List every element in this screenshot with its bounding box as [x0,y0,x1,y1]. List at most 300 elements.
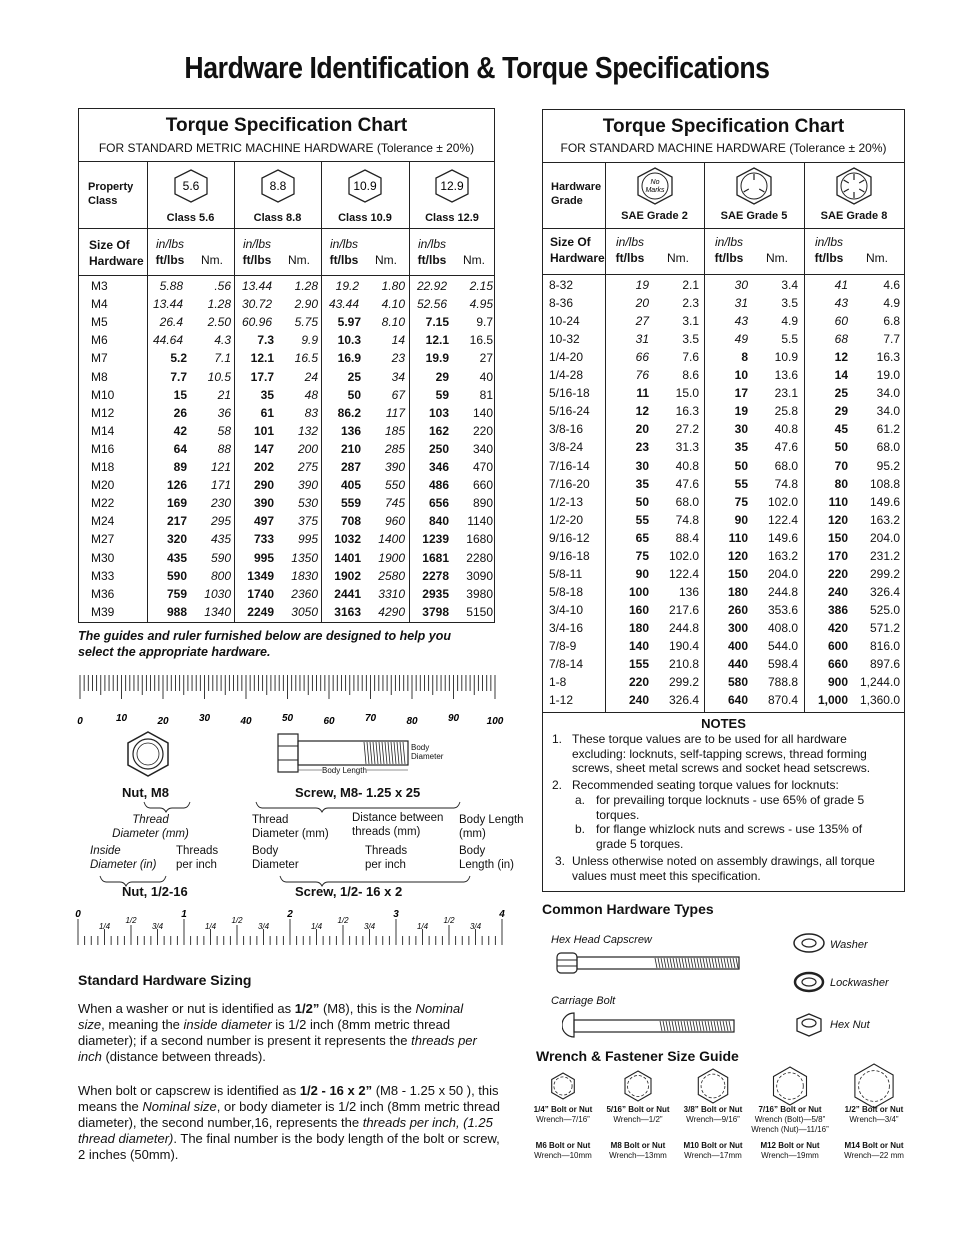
metric-col-ftlbs: ft/lbs [417,253,447,267]
property-class-4 [409,161,495,228]
metric-table-row [79,603,494,621]
threads-per-inch-2: Threads per inch [365,845,408,871]
metric-size: M30 [91,550,115,565]
sae-nm-value: 788.8 [767,675,798,690]
metric-nm-value: 1400 [378,532,405,547]
thread-line [394,742,396,764]
sae-nm-value: 7.7 [883,332,900,347]
metric-nm-value: 2.15 [469,279,493,293]
sae-nm-value: 27.2 [675,422,699,437]
sae-chart-title: Torque Specification Chart [602,116,845,137]
sae-inlbs-value: 43 [734,314,748,329]
sae-nm-value: 5.5 [781,332,798,347]
metric-size: M39 [91,604,115,619]
ruler-fraction-label: 3/4 [257,922,270,931]
sae-nm-value: 408.0 [767,620,798,635]
sae-ftlbs-value: 180 [628,620,649,635]
metric-ftlbs-value: 995 [253,550,274,565]
metric-ftlbs-value: 390 [253,496,274,511]
metric-nm-value: 7.1 [214,351,231,366]
ruler-inch-label: 1 [181,909,187,920]
sae-col-ftlbs: ft/lbs [814,251,844,265]
metric-size-header: Size Of Hardware [89,238,144,268]
sae-nm-value: 163.2 [767,548,798,563]
sae-ftlbs-value: 90 [635,566,649,581]
thread-line [382,742,384,764]
sae-table-row [543,619,904,637]
sae-nm-value: 244.8 [668,620,699,635]
sae-size: 7/8-14 [549,657,584,672]
thread-line [700,958,702,968]
sae-ftlbs-value: 11 [636,386,649,401]
metric-size: M4 [91,297,108,312]
wrench-metric-size-label: Wrench—13mm [609,1151,667,1160]
screw-half-label: Screw, 1/2- 16 x 2 [295,884,403,899]
ruler-mm-label: 90 [447,713,460,724]
body-length-label: Body Length [322,766,367,775]
sae-ftlbs-value: 55 [734,476,748,491]
metric-ftlbs-value: 162 [428,423,449,438]
thread-line [666,1021,668,1031]
sae-nm-value: 816.0 [869,639,900,653]
note-2b: for flange whizlock nuts and screws - use 135% of grade 5 torques. [596,822,863,851]
sae-ftlbs-value: 660 [827,657,848,672]
thread-line [403,742,405,764]
thread-line [718,958,720,968]
thread-line [667,958,669,968]
metric-nm-value: 4290 [378,604,405,619]
thread-line [660,1021,662,1031]
metric-size: M27 [91,532,115,547]
sae-size: 7/8-9 [549,639,577,653]
thread-line [703,958,705,968]
metric-table-row [79,368,494,386]
sae-table-row [543,691,904,709]
ruler-fraction-label: 1/4 [416,922,429,931]
sae-torque-chart [542,109,905,892]
sae-nm-value: 4.9 [883,296,900,311]
metric-table-row [79,440,494,458]
sae-ftlbs-value: 14 [834,368,848,383]
sae-ftlbs-value: 155 [628,657,649,672]
thread-line [664,958,666,968]
sizing-text-segment: , meaning the [101,1017,184,1032]
metric-nm-value: 132 [297,423,318,438]
metric-nm-value: 800 [210,568,231,583]
sae-nm-value: 244.8 [767,584,798,599]
thread-line [684,1021,686,1031]
sae-inlbs-value: 76 [635,368,649,383]
sizing-text-segment: When bolt or capscrew is identified as [78,1083,300,1098]
sae-size: 3/8-24 [549,440,584,455]
thread-line [379,742,381,764]
metric-size: M18 [91,460,115,474]
sae-ftlbs-value: 30 [635,458,649,473]
metric-nm-value: 1340 [204,604,231,619]
sizing-text-segment: is 1/2 inch (8mm metric thread diameter); if a second number is present it represents the [78,1017,451,1048]
metric-table-row [79,585,494,603]
sae-ftlbs-value: 19 [734,404,748,419]
sae-ftlbs-value: 640 [727,693,748,708]
thread-line [708,1021,710,1031]
wrench-metric-size-label: Wrench—10mm [534,1151,592,1160]
metric-size: M33 [91,568,115,583]
sae-nm-value: 4.9 [781,314,798,329]
metric-inlbs-value: 5.88 [159,279,183,293]
nut-m8-label: Nut, M8 [122,785,169,800]
thread-line [736,958,738,968]
note-2a: for prevailing torque locknuts - use 65% of grade 5 torques. [596,793,865,822]
sae-ftlbs-value: 12 [635,404,649,419]
thread-line [655,958,657,968]
grade-label: SAE Grade 5 [720,210,788,222]
metric-ftlbs-value: 7.3 [257,333,274,348]
metric-table-row [79,349,494,367]
sae-grade-4 [804,162,904,228]
sizing-paragraph-1 [78,1001,483,1065]
sae-nm-value: 870.4 [767,693,798,708]
metric-nm-value: 34 [391,369,405,384]
metric-table-row [79,476,494,494]
thread-line [376,742,378,764]
thread-line [694,958,696,968]
lockwasher-icon [792,970,826,994]
metric-nm-value: 88 [217,441,231,456]
property-class-2 [234,161,321,228]
wrench-size-label: Wrench (Bolt)—5/8” Wrench (Nut)—11/16” [751,1115,829,1134]
metric-nm-value: 171 [210,478,231,493]
sae-ftlbs-value: 50 [635,494,649,509]
sae-table-row [543,673,904,691]
thread-line [733,958,735,968]
sae-nm-value: 3.4 [781,278,798,292]
metric-ftlbs-value: 656 [428,496,449,511]
thread-line [690,1021,692,1031]
sae-table-row [543,601,904,619]
metric-nm-value: 1350 [291,550,318,565]
sae-ftlbs-value: 120 [827,512,848,527]
metric-nm-value: 1680 [466,532,493,547]
ruler-fraction-label: 1/2 [231,916,243,925]
ruler-inch-label: 3 [393,909,399,920]
hex-nut-caption: Hex Nut [830,1019,870,1031]
metric-ftlbs-value: 12.1 [250,351,274,366]
metric-ftlbs-value: 2441 [334,586,361,601]
class-hex-icon [434,169,470,203]
sizing-text-segment: threads per inch [78,1033,477,1064]
sae-nm-value: 163.2 [869,512,900,527]
sae-size: 5/16-24 [549,404,590,419]
thread-line [400,742,402,764]
body-length-in: Body Length (in) [459,845,514,871]
common-types-title: Common Hardware Types [542,901,714,917]
wrench-hex-icon [621,1069,655,1103]
metric-nm-value: 9.7 [476,315,493,330]
metric-table-row [79,512,494,530]
metric-size: M7 [91,351,108,366]
metric-ftlbs-value: 320 [166,532,187,547]
ruler-mm-label: 80 [406,716,418,727]
thread-line [715,958,717,968]
sae-table-row [543,420,904,438]
metric-nm-value: 1.28 [207,297,231,312]
metric-nm-value: 590 [210,550,231,565]
metric-nm-value: 2.90 [294,297,318,312]
sae-nm-value: 95.2 [876,458,900,473]
metric-ftlbs-value: 42 [173,423,187,438]
sae-ftlbs-value: 110 [828,494,848,509]
ruler-mm-label: 10 [115,713,128,724]
class-mark: 12.9 [440,179,464,193]
metric-nm-value: 1.28 [294,279,318,293]
sae-size: 9/16-18 [549,548,590,563]
sae-size: 10-24 [549,314,580,329]
metric-nm-value: 185 [384,423,405,438]
sae-nm-value: 19.0 [876,368,900,383]
metric-inlbs-value: 43.44 [328,297,359,312]
thread-line [367,742,369,764]
sae-nm-value: 544.0 [767,639,798,653]
ruler-mm-label: 60 [323,716,335,727]
metric-nm-value: 4.3 [214,333,231,348]
metric-nm-value: 1030 [204,586,231,601]
sae-table-row [543,457,904,475]
sae-ftlbs-value: 240 [628,693,649,708]
sae-col-inlbs: in/lbs [814,235,843,249]
sae-col-inlbs: in/lbs [714,235,743,249]
metric-ftlbs-value: 217 [166,514,187,529]
sae-inlbs-value: 27 [635,314,649,329]
ruler-mm-label: 100 [486,716,504,727]
sae-ftlbs-value: 12 [834,350,848,365]
note-2b-num: b. [575,822,586,836]
sae-ftlbs-value: 50 [734,458,748,473]
metric-ftlbs-value: 988 [166,604,187,619]
sizing-text-segment: Nominal size [142,1099,217,1114]
sae-ftlbs-value: 260 [727,602,748,617]
metric-ftlbs-value: 2935 [422,586,449,601]
sae-ftlbs-value: 90 [734,512,748,527]
metric-nm-value: 890 [472,496,493,511]
metric-nm-value: 4.10 [381,297,405,312]
screw-m8-label: Screw, M8- 1.25 x 25 [295,785,421,800]
sae-nm-value: 88.4 [675,530,699,545]
metric-nm-value: 390 [384,460,405,474]
metric-ftlbs-value: 3163 [334,604,361,619]
thread-line [726,1021,728,1031]
thread-line [685,958,687,968]
metric-size: M12 [91,405,115,420]
metric-inlbs-value: 22.92 [416,279,447,293]
note-3-num: 3. [555,854,566,868]
sae-size: 8-36 [549,296,574,311]
thread-line [688,958,690,968]
metric-inlbs-value: 19.2 [335,279,359,293]
sae-ftlbs-value: 420 [827,620,848,635]
metric-ftlbs-value: 559 [340,496,361,511]
metric-ftlbs-value: 2278 [422,568,449,583]
sae-table-row [543,529,904,547]
sizing-text-segment: Nominal size [78,1001,464,1032]
sae-nm-value: 7.6 [682,350,699,365]
sae-table-row [543,312,904,330]
nut-m8-drawing [125,730,171,778]
metric-nm-value: 117 [385,405,405,420]
sae-nm-value: 23.1 [774,386,798,401]
sae-nm-value: 149.6 [869,494,900,509]
metric-nm-value: 375 [297,514,318,529]
sae-nm-value: 190.4 [668,639,699,653]
metric-size: M22 [91,496,115,511]
metric-size: M5 [91,315,108,330]
metric-ftlbs-value: 7.15 [425,315,449,330]
no-marks-text: No [650,179,659,186]
grade-label: SAE Grade 2 [621,210,688,222]
metric-ftlbs-value: 210 [340,441,361,456]
property-class-1 [147,161,234,228]
metric-ftlbs-value: 733 [253,532,274,547]
washer-caption: Washer [830,939,868,951]
thread-line [675,1021,677,1031]
metric-ftlbs-value: 486 [428,478,449,493]
nut-half-label: Nut, 1/2-16 [122,884,188,899]
sae-nm-value: 47.6 [774,440,798,455]
standard-sizing-title: Standard Hardware Sizing [78,972,252,988]
ruler-mm-label: 30 [198,713,211,724]
metric-nm-value: 121 [210,460,231,474]
sae-table-row [543,294,904,312]
sae-nm-value: 4.6 [883,278,900,292]
sae-size: 3/4-10 [549,602,584,617]
metric-ftlbs-value: 590 [166,568,187,583]
ruler-fraction-label: 1/4 [98,922,111,931]
note-2a-num: a. [575,793,586,807]
sae-ftlbs-value: 160 [628,602,649,617]
class-hex-icon [173,169,209,203]
metric-nm-value: 8.10 [381,315,405,330]
sae-nm-value: 3.5 [682,332,699,347]
metric-size: M36 [91,586,115,601]
inside-diameter-in: Inside Diameter (in) [90,845,157,871]
sae-ftlbs-value: 70 [834,458,848,473]
thread-line [391,742,393,764]
metric-nm-value: 40 [479,369,493,384]
sae-table-row [543,655,904,673]
metric-ftlbs-value: 2249 [247,604,274,619]
metric-ftlbs-value: 101 [253,423,274,438]
wrench-bolt-label: 5/16” Bolt or Nut [606,1105,670,1114]
sae-nm-value: 3.5 [781,296,798,311]
sae-col-inlbs: in/lbs [615,235,644,249]
sae-size: 9/16-12 [549,530,590,545]
metric-ftlbs-value: 7.7 [170,369,187,384]
wrench-size-label: Wrench—9/16” [686,1115,740,1124]
sae-ftlbs-value: 220 [827,566,848,581]
metric-ftlbs-value: 5.2 [170,351,187,366]
metric-table-row [79,530,494,548]
sae-nm-value: 525.0 [869,602,900,617]
metric-ftlbs-value: 759 [166,586,187,601]
class-hex-icon [347,169,383,203]
metric-nm-value: 24 [304,369,318,384]
metric-ftlbs-value: 405 [340,478,361,493]
inch-ruler [70,905,520,950]
sae-nm-value: 299.2 [668,675,699,690]
note-1: These torque values are to be used for all hardware excluding: locknuts, self-tapping screws, thread forming screws, sheet metal screws and socket head setscrews. [572,732,871,775]
sae-ftlbs-value: 23 [635,440,649,455]
sizing-text-segment: 1/2” [294,1001,320,1016]
wrench-metric-bolt-label: M14 Bolt or Nut [844,1141,904,1150]
sae-nm-value: 326.4 [668,693,699,708]
grade-hex-icon [735,166,773,206]
metric-ftlbs-value: 147 [253,441,274,456]
metric-size: M3 [91,279,108,293]
metric-size: M14 [91,423,115,438]
property-class-label: Property Class [88,181,134,207]
thread-line [699,1021,701,1031]
sae-inlbs-value: 30 [734,278,748,292]
thread-line [711,1021,713,1031]
sae-table-row [543,493,904,511]
metric-ftlbs-value: 19.9 [425,351,449,366]
thread-line [682,958,684,968]
sae-table-row [543,366,904,384]
sae-ftlbs-value: 140 [628,639,649,653]
wrench-size-label: Wrench—7/16” [536,1115,590,1124]
metric-nm-value: 660 [472,478,493,493]
metric-ftlbs-value: 25 [347,369,361,384]
sae-table-row [543,475,904,493]
metric-ftlbs-value: 1740 [247,586,274,601]
metric-nm-value: 2.50 [207,315,231,330]
thread-line [717,1021,719,1031]
thread-line [714,1021,716,1031]
metric-ftlbs-value: 346 [428,460,449,474]
wrench-hex-icon [850,1062,898,1110]
property-class-3 [321,161,409,228]
metric-col-inlbs: in/lbs [155,237,184,251]
thread-line [706,958,708,968]
metric-table-row [79,549,494,567]
sae-grade-2 [605,162,704,228]
metric-size: M24 [91,514,115,529]
thread-line [672,1021,674,1031]
metric-col-inlbs: in/lbs [417,237,446,251]
wrench-size-label: Wrench—1/2” [613,1115,663,1124]
metric-nm-value: 1830 [291,568,318,583]
thread-line [678,1021,680,1031]
sae-nm-value: 299.2 [869,566,900,581]
sae-table-row [543,348,904,366]
body-length-mm: Body Length (mm) [459,814,524,840]
ruler-mm-label: 0 [77,716,83,727]
sae-ftlbs-value: 8 [741,350,748,365]
metric-nm-value: 285 [384,441,405,456]
metric-nm-value: 23 [391,351,405,366]
thread-line [670,958,672,968]
guides-intro: The guides and ruler furnished below are designed to help you select the appropriate hardware. [78,629,451,659]
sae-ftlbs-value: 25 [834,386,848,401]
metric-nm-value: 67 [391,387,405,402]
thread-line [661,958,663,968]
sae-ftlbs-value: 440 [727,657,748,672]
thread-line [370,742,372,764]
metric-ftlbs-value: 287 [340,460,361,474]
grade-label: SAE Grade 8 [820,210,888,222]
metric-nm-value: 1.80 [381,279,405,293]
sae-size: 1-8 [549,675,567,690]
metric-nm-value: 81 [479,387,493,402]
